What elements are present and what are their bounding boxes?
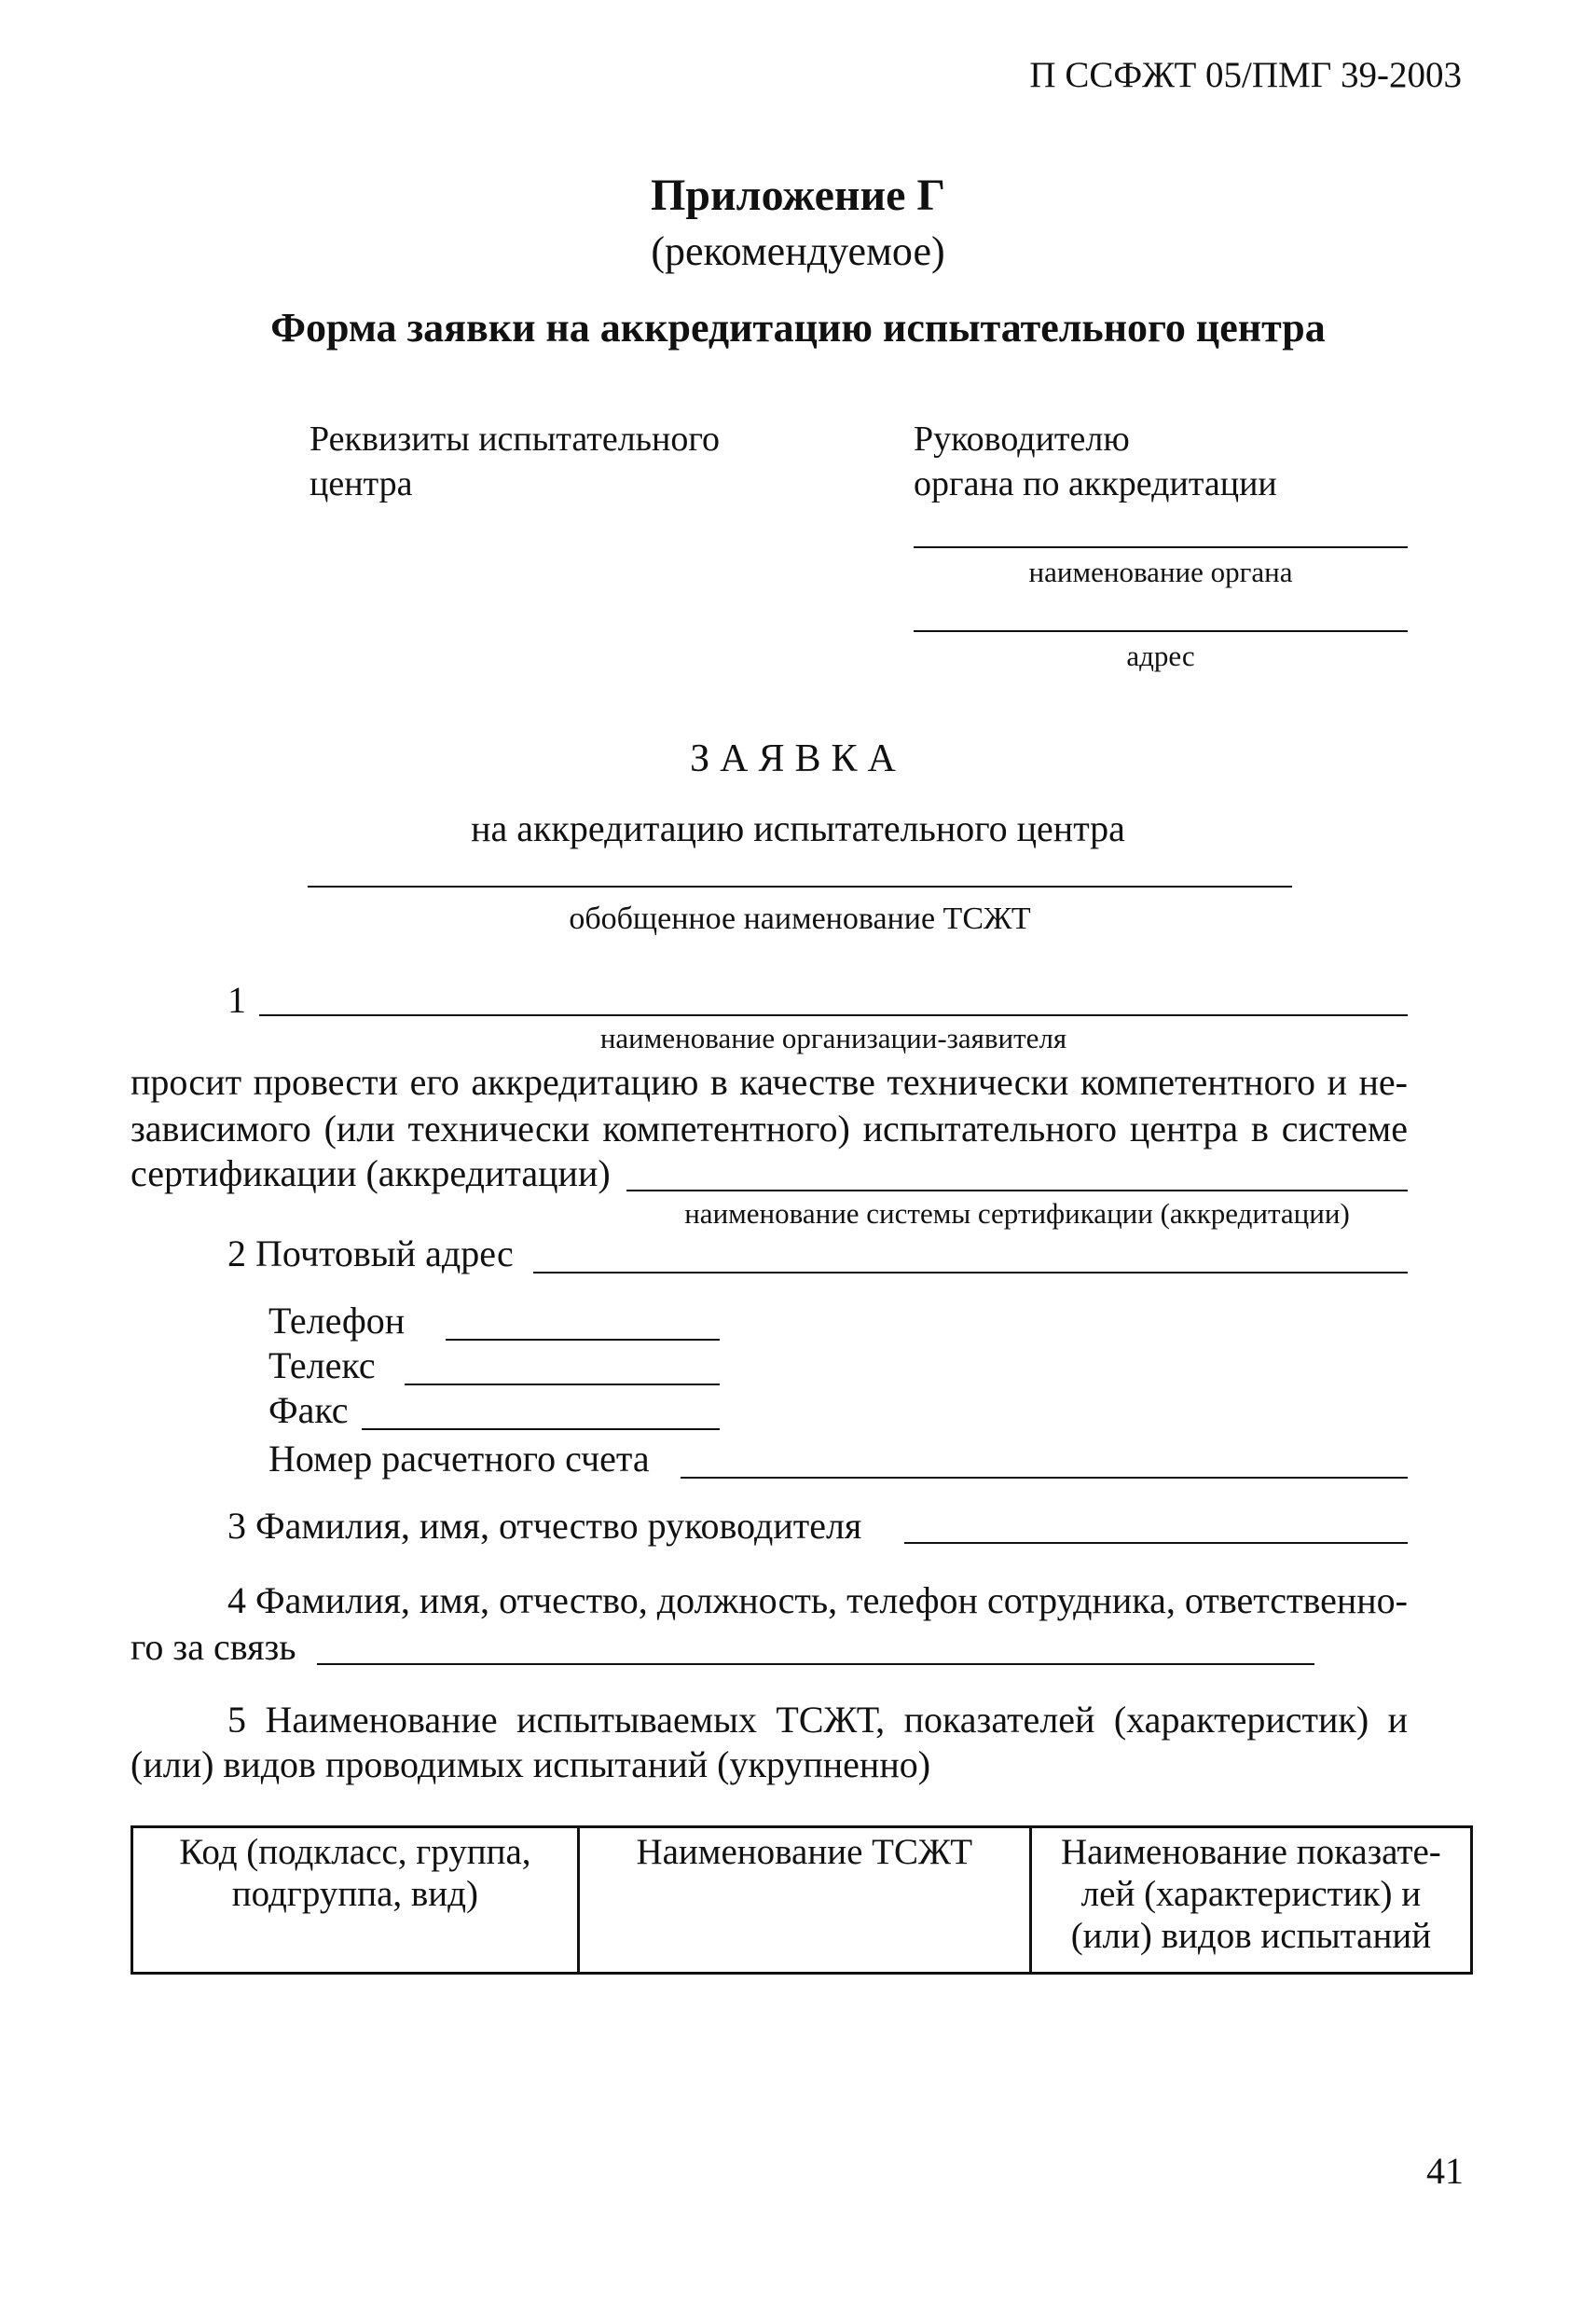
bank-account-label: Номер расчетного счета	[268, 1438, 650, 1480]
column-header-code	[132, 1827, 579, 1974]
postal-address-field-line[interactable]	[533, 1272, 1408, 1274]
item1-number: 1	[227, 979, 246, 1021]
column-header-indicators-line3: (или) видов испытаний	[1070, 1915, 1432, 1956]
item5-line1: 5 Наименование испытываемых ТСЖТ, показателей (характеристик) и	[227, 1699, 1408, 1741]
contact-person-field-line[interactable]	[317, 1663, 1314, 1665]
column-header-name	[578, 1827, 1030, 1974]
generic-name-field-line[interactable]	[308, 886, 1292, 888]
item1-paragraph-line1: просит провести его аккредитацию в качестве технически компетентного и не-	[131, 1061, 1408, 1103]
head-name-field-line[interactable]	[904, 1542, 1408, 1544]
fax-field-line[interactable]	[362, 1428, 720, 1430]
fax-label: Факс	[268, 1389, 349, 1431]
item5-line2: (или) видов проводимых испытаний (укрупненно)	[131, 1743, 931, 1785]
column-header-code-line1: Код (подкласс, группа,	[179, 1832, 531, 1872]
column-header-indicators	[1030, 1827, 1471, 1974]
postal-address-label: 2 Почтовый адрес	[227, 1232, 514, 1274]
document-code: П ССФЖТ 05/ПМГ 39-2003	[1029, 55, 1462, 95]
addressee-line1: Руководителю	[914, 420, 1130, 459]
body-name-field-line[interactable]	[914, 546, 1408, 548]
address-field-line[interactable]	[914, 630, 1408, 632]
item4-line1: 4 Фамилия, имя, отчество, должность, телефон сотрудника, ответственно-	[227, 1579, 1408, 1621]
item1-paragraph-line3: сертификации (аккредитации)	[131, 1152, 611, 1194]
column-header-code-line2: подгруппа, вид)	[231, 1873, 479, 1914]
column-header-indicators-line1: Наименование показате-	[1060, 1832, 1441, 1872]
applicant-org-field-line[interactable]	[259, 1014, 1408, 1016]
body-name-caption: наименование органа	[1028, 556, 1293, 588]
certification-system-field-line[interactable]	[626, 1190, 1408, 1191]
column-header-name-line1: Наименование ТСЖТ	[636, 1832, 973, 1872]
requisites-label-line2: центра	[310, 464, 413, 503]
telex-field-line[interactable]	[405, 1384, 720, 1385]
form-title: Форма заявки на аккредитацию испытательного центра	[270, 305, 1326, 351]
bank-account-field-line[interactable]	[681, 1477, 1408, 1479]
appendix-subtitle: (рекомендуемое)	[651, 228, 945, 274]
addressee-line2: органа по аккредитации	[914, 464, 1277, 503]
generic-name-caption: обобщенное наименование ТСЖТ	[569, 902, 1031, 936]
item1-paragraph-line2: зависимого (или технически компетентного) испытательного центра в системе	[131, 1108, 1408, 1150]
requisites-label-line1: Реквизиты испытательного	[310, 420, 720, 459]
column-header-indicators-line2: лей (характеристик) и	[1080, 1873, 1422, 1914]
address-caption: адрес	[1126, 640, 1195, 672]
phone-field-line[interactable]	[446, 1339, 720, 1341]
item4-line2: го за связь	[131, 1626, 296, 1668]
application-subheading: на аккредитацию испытательного центра	[471, 807, 1125, 849]
telex-label: Телекс	[268, 1344, 376, 1386]
certification-system-caption: наименование системы сертификации (аккредитации)	[684, 1197, 1350, 1230]
page-number: 41	[1426, 2150, 1464, 2192]
head-name-label: 3 Фамилия, имя, отчество руководителя	[227, 1505, 862, 1547]
table-header-row	[132, 1827, 1472, 1974]
tests-table	[131, 1825, 1473, 1975]
appendix-title: Приложение Г	[650, 171, 946, 220]
phone-label: Телефон	[268, 1300, 406, 1342]
application-heading: ЗАЯВКА	[690, 737, 906, 780]
applicant-org-caption: наименование организации-заявителя	[599, 1022, 1067, 1054]
